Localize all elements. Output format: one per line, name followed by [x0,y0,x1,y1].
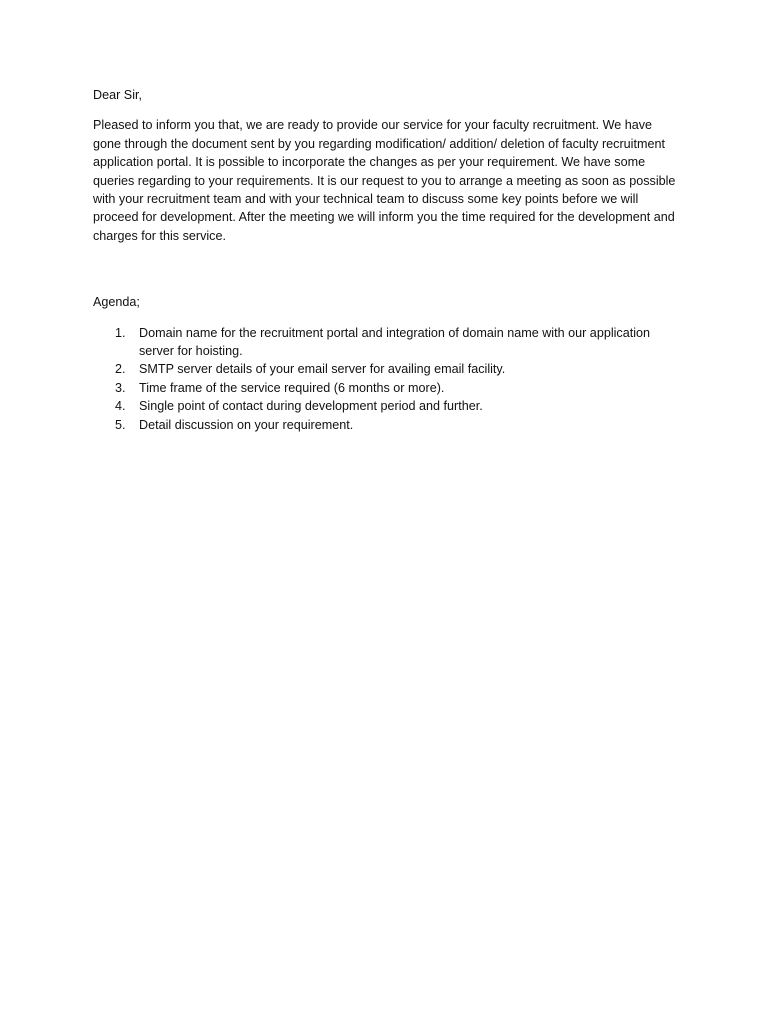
agenda-item-number: 3. [115,380,126,395]
agenda-item-text: Domain name for the recruitment portal and integration of domain name with our application server for hoisting. [139,325,651,359]
letter-body-paragraph: Pleased to inform you that, we are ready to provide our service for your faculty recruitment. We have gone through the document sent by you regarding modification/ addition/ deletion of faculty recruitment application portal. It is possible to incorporate the changes as per your requirement. We have some queries regarding to your requirements. It is our request to you to arrange a meeting as soon as possible with your recruitment team and with your technical team to discuss some key points before we will proceed for development. After the meeting we will inform you the time required for the development and charges for this service. [93,118,676,243]
letter-content [93,86,683,434]
agenda-item-text: SMTP server details of your email server for availing email facility. [139,362,506,377]
agenda-title: Agenda; [93,295,140,310]
agenda-item [93,360,683,378]
agenda-item [93,324,683,361]
agenda-item-number: 1. [115,325,126,340]
agenda-item-number: 5. [115,417,126,432]
agenda-item-text: Detail discussion on your requirement. [139,417,354,432]
agenda-item [93,379,683,397]
agenda-item [93,416,683,434]
agenda-item-number: 2. [115,362,126,377]
agenda-item [93,397,683,415]
agenda-item-text: Time frame of the service required (6 months or more). [139,380,445,395]
agenda-list [93,324,683,434]
agenda-item-number: 4. [115,399,126,414]
agenda-item-text: Single point of contact during development period and further. [139,399,483,414]
salutation: Dear Sir, [93,88,142,102]
